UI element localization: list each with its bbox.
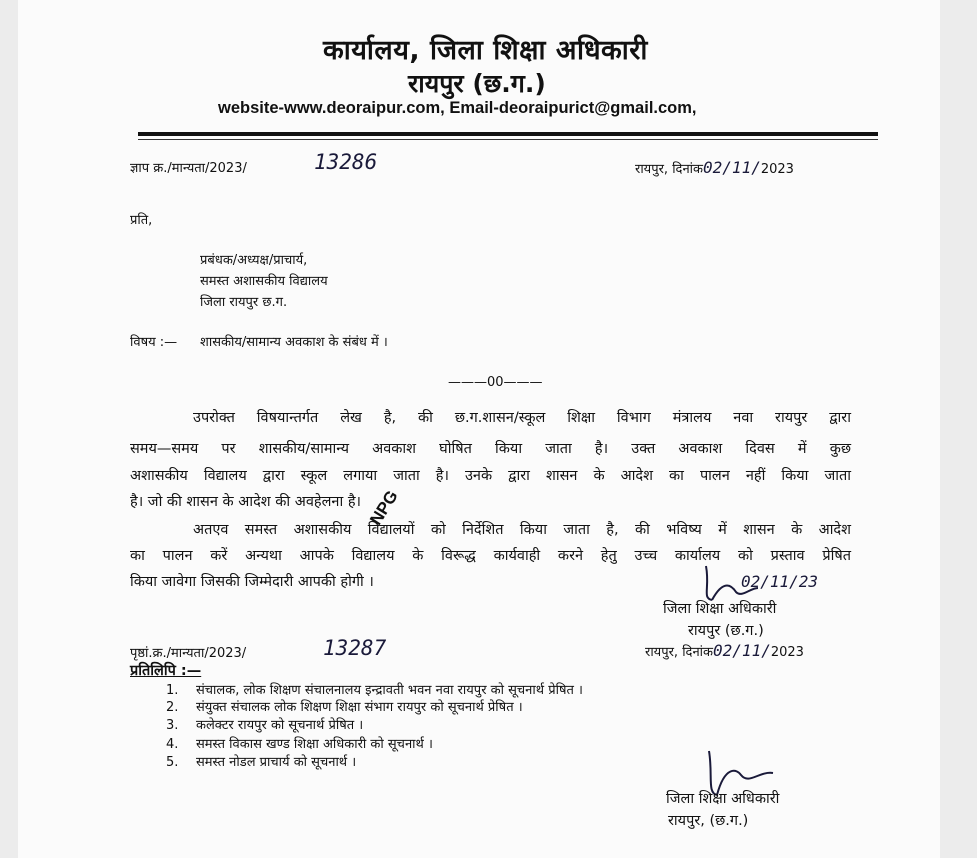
ref-label: ज्ञाप क्र./मान्यता/2023/ — [130, 161, 247, 176]
ref-date-hand: 02/11/ — [703, 158, 761, 177]
ref-number: 13286 — [314, 150, 378, 174]
body-p1-line3: अशासकीय विद्यालय द्वारा स्कूल लगाया जाता है। उनके द्वारा शासन के आदेश का पालन नहीं किया जाता — [130, 468, 851, 484]
endorsement-number: 13287 — [323, 636, 387, 660]
copy-item-number: 2. — [166, 700, 179, 715]
signature1-city: रायपुर (छ.ग.) — [688, 623, 764, 639]
endorsement-place-date-label: रायपुर, दिनांक — [645, 645, 714, 660]
to-line2: समस्त अशासकीय विद्यालय — [200, 274, 328, 289]
office-title: कार्यालय, जिला शिक्षा अधिकारी — [323, 35, 648, 66]
copy-item — [166, 680, 583, 698]
header-rule-thin — [138, 139, 878, 140]
subject-text: शासकीय/सामान्य अवकाश के संबंध में । — [200, 335, 388, 350]
copy-item-text: संयुक्त संचालक लोक शिक्षण शिक्षा संभाग रायपुर को सूचनार्थ प्रेषित । — [196, 700, 523, 715]
copy-item-number: 3. — [166, 718, 179, 733]
ref-place-date-label: रायपुर, दिनांक — [635, 162, 704, 177]
copy-item-number: 5. — [166, 755, 179, 770]
body-p1-line1: उपरोक्त विषयान्तर्गत लेख है, की छ.ग.शासन/स्कूल शिक्षा विभाग मंत्रालय नवा रायपुर द्वारा — [193, 410, 851, 426]
signature2-title: जिला शिक्षा अधिकारी — [666, 791, 780, 807]
copy-item-number: 4. — [166, 737, 179, 752]
copy-item — [166, 697, 523, 715]
copy-item-text: समस्त विकास खण्ड शिक्षा अधिकारी को सूचनार्थ । — [196, 737, 433, 752]
copy-item-text: समस्त नोडल प्राचार्य को सूचनार्थ । — [196, 755, 357, 770]
subject-label: विषय :— — [130, 335, 178, 350]
endorsement-year: 2023 — [770, 645, 804, 660]
contact-line: website-www.deoraipur.com, Email-deoraipurict@gmail.com, — [218, 99, 697, 117]
letter-page — [18, 0, 940, 858]
to-label: प्रति, — [130, 213, 153, 228]
to-line1: प्रबंधक/अध्यक्ष/प्राचार्य, — [200, 253, 308, 268]
body-p2-line2: का पालन करें अन्यथा आपके विद्यालय के विरूद्ध कार्यवाही करने हेतु उच्च कार्यालय को प्रस्ताव प्रेषित — [130, 548, 851, 564]
body-p1-line2: समय—समय पर शासकीय/सामान्य अवकाश घोषित किया जाता है। उक्त अवकाश दिवस में कुछ — [130, 441, 851, 457]
signature2-city: रायपुर, (छ.ग.) — [668, 813, 749, 829]
divider: ———00——— — [448, 375, 543, 390]
body-p2-line1: अतएव समस्त अशासकीय विद्यालयों को निर्देशित किया जाता है, की भविष्य में शासन के आदेश — [193, 522, 851, 538]
signature1-title: जिला शिक्षा अधिकारी — [663, 601, 777, 617]
body-p1-last: है। जो की शासन के आदेश की अवहेलना है। — [130, 494, 362, 510]
copy-item-text: कलेक्टर रायपुर को सूचनार्थ प्रेषित । — [196, 718, 364, 733]
copy-item — [166, 752, 356, 770]
endorsement-place-date — [645, 641, 804, 660]
copy-item — [166, 734, 433, 752]
signature1-hand-date: 02/11/23 — [741, 572, 819, 591]
office-city: रायपुर (छ.ग.) — [408, 69, 546, 98]
copy-item-number: 1. — [166, 683, 179, 698]
copy-item-text: संचालक, लोक शिक्षण संचालनालय इन्द्रावती भवन नवा रायपुर को सूचनार्थ प्रेषित । — [196, 683, 583, 698]
endorsement-date-hand: 02/11/ — [713, 641, 771, 660]
header-rule — [138, 132, 878, 136]
endorsement-label: पृष्ठां.क्र./मान्यता/2023/ — [130, 646, 247, 661]
npg-watermark: NPG — [366, 487, 402, 529]
copy-item — [166, 715, 363, 733]
ref-year: 2023 — [760, 162, 794, 177]
copy-label: प्रतिलिपि :— — [130, 663, 202, 679]
to-line3: जिला रायपुर छ.ग. — [200, 295, 288, 310]
body-p2-last: किया जावेगा जिसकी जिम्मेदारी आपकी होगी । — [130, 574, 374, 590]
ref-place-date — [635, 158, 794, 177]
